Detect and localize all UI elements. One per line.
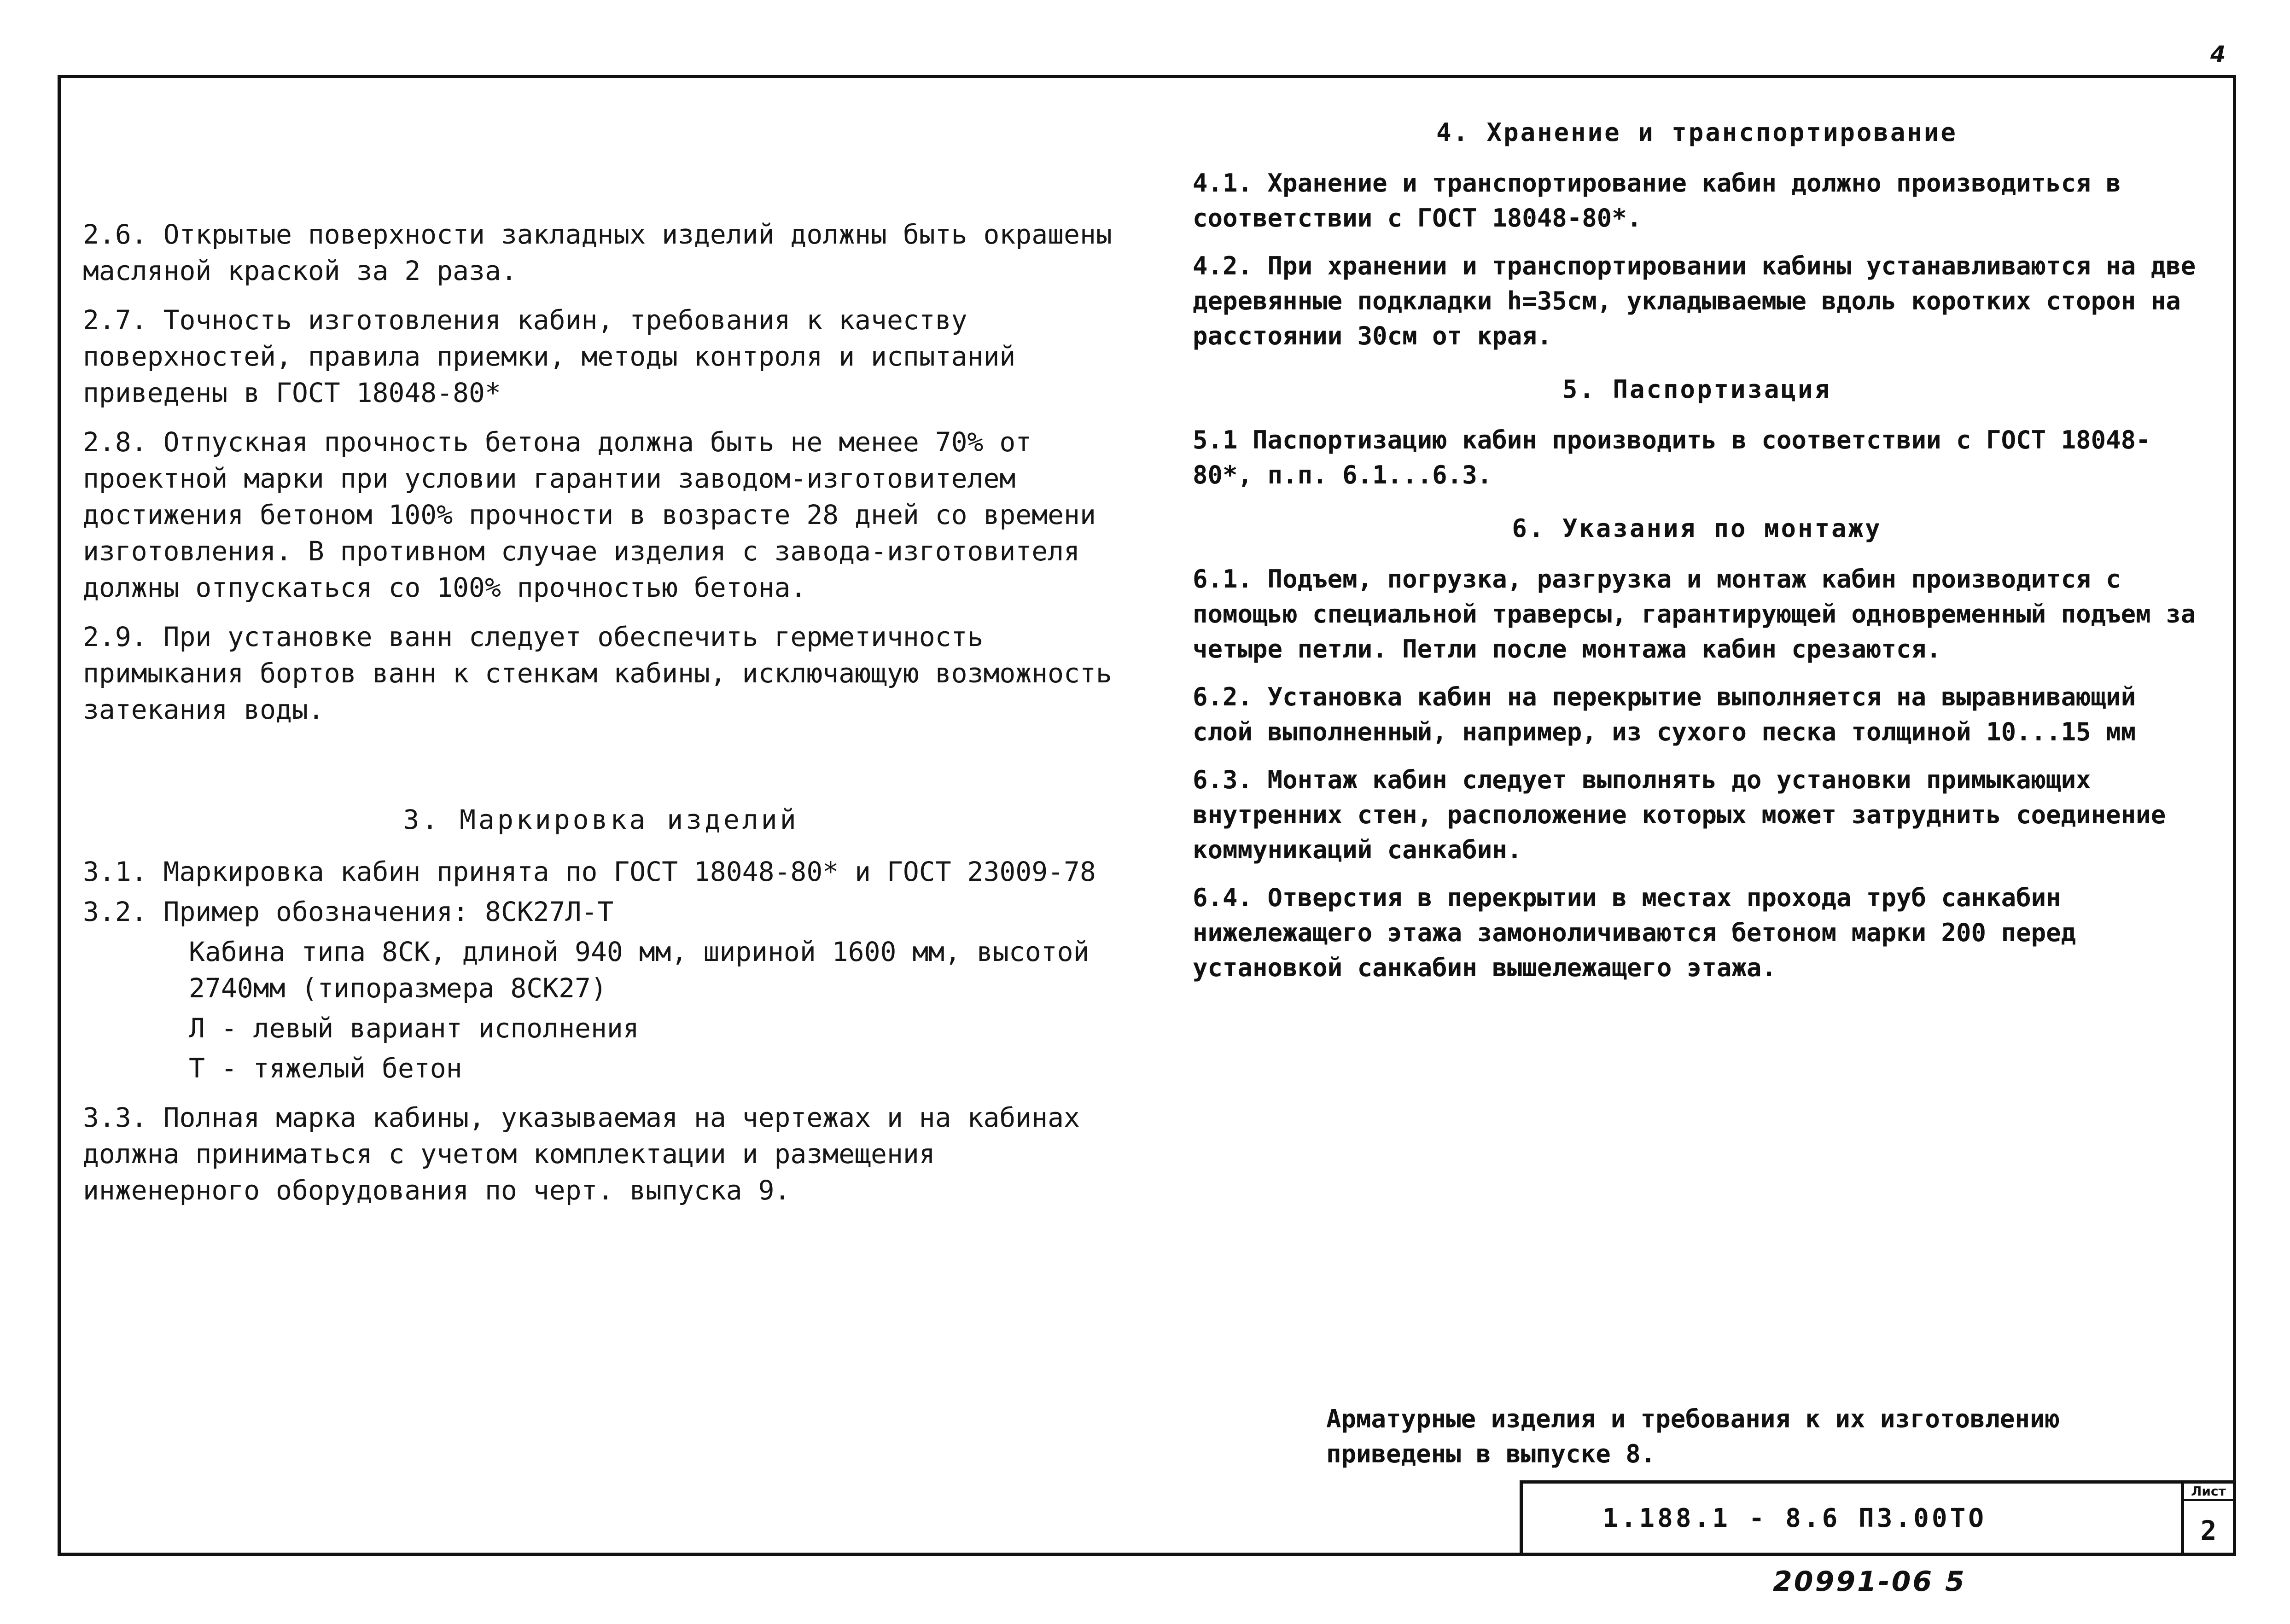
paragraph-2-8: 2.8. Отпускная прочность бетона должна быть не менее 70% от проектной марки при условии гарантии заводом-изготовителем достижения бетоном 100% прочности в возрасте 28 дней со времени изготовления. В противном случае изделия с завода-изготовителя должны отпускаться со 100% прочностью бетона.	[83, 426, 1112, 603]
paragraph-4-2: 4.2. При хранении и транспортировании кабины устанавливаются на две деревянные подкладки h=35см, укладываемые вдоль коротких сторон на расстоянии 30см от края.	[1193, 251, 2211, 350]
document-code: 1.188.1 - 8.6 ПЗ.00ТО	[1602, 1503, 1987, 1533]
page-corner-number: 4	[2210, 41, 2226, 67]
paragraph-5-1: 5.1 Паспортизацию кабин производить в соответствии с ГОСТ 18048-80*, п.п. 6.1...6.3.	[1193, 425, 2151, 489]
section-5-heading: 5. Паспортизация	[1562, 375, 1832, 404]
inventory-number: 20991-06 5	[1773, 1566, 1966, 1598]
paragraph-2-7: 2.7. Точность изготовления кабин, требования к качеству поверхностей, правила приемки, методы контроля и испытаний приведены в ГОСТ 18048-80*	[83, 304, 1032, 408]
section-4-heading: 4. Хранение и транспортирование	[1436, 118, 1958, 147]
paragraph-3-2: 3.2. Пример обозначения: 8СК27Л-Т	[83, 896, 614, 927]
paragraph-6-4: 6.4. Отверстия в перекрытии в местах прохода труб санкабин нижележащего этажа замоноличиваются бетоном марки 200 перед установкой санкабин вышележащего этажа.	[1193, 883, 2091, 982]
paragraph-3-2-left-variant: Л - левый вариант исполнения	[189, 1013, 639, 1044]
sheet-label: Лист	[2184, 1484, 2233, 1501]
paragraph-3-2-heavy-concrete: Т - тяжелый бетон	[189, 1053, 462, 1084]
sheet-number: 2	[2200, 1515, 2217, 1546]
right-column	[1193, 115, 2211, 998]
paragraph-3-3: 3.3. Полная марка кабины, указываемая на чертежах и на кабинах должна приниматься с учетом комплектации и размещения инженерного оборудования по черт. выпуска 9.	[83, 1102, 1096, 1206]
section-3-heading: 3. Маркировка изделий	[403, 804, 799, 835]
paragraph-6-1: 6.1. Подъем, погрузка, разгрузка и монтаж кабин производится с помощью специальной траверсы, гарантирующей одновременный подъем за четыре петли. Петли после монтажа кабин срезаются.	[1193, 565, 2211, 664]
paragraph-3-2-detail: Кабина типа 8СК, длиной 940 мм, шириной 1600 мм, высотой 2740мм (типоразмера 8СК27)	[189, 936, 1106, 1004]
paragraph-6-2: 6.2. Установка кабин на перекрытие выполняется на выравнивающий слой выполненный, например, из сухого песка толщиной 10...15 мм	[1193, 682, 2151, 746]
paragraph-4-1: 4.1. Хранение и транспортирование кабин должно производиться в соответствии с ГОСТ 18048-80*.	[1193, 169, 2136, 233]
paragraph-6-3: 6.3. Монтаж кабин следует выполнять до установки примыкающих внутренних стен, расположение которых может затруднить соединение коммуникаций санкабин.	[1193, 765, 2181, 864]
paragraph-3-1: 3.1. Маркировка кабин принята по ГОСТ 18048-80* и ГОСТ 23009-78	[83, 856, 1096, 887]
left-column	[83, 216, 1128, 1222]
paragraph-2-9: 2.9. При установке ванн следует обеспечить герметичность примыкания бортов ванн к стенкам кабины, исключающую возможность затекания воды.	[83, 621, 1128, 725]
reinforcement-note: Арматурные изделия и требования к их изготовлению приведены в выпуске 8.	[1326, 1404, 2075, 1468]
section-6-heading: 6. Указания по монтажу	[1512, 514, 1882, 543]
paragraph-2-6: 2.6. Открытые поверхности закладных изделий должны быть окрашены масляной краской за 2 раза.	[83, 219, 1128, 286]
